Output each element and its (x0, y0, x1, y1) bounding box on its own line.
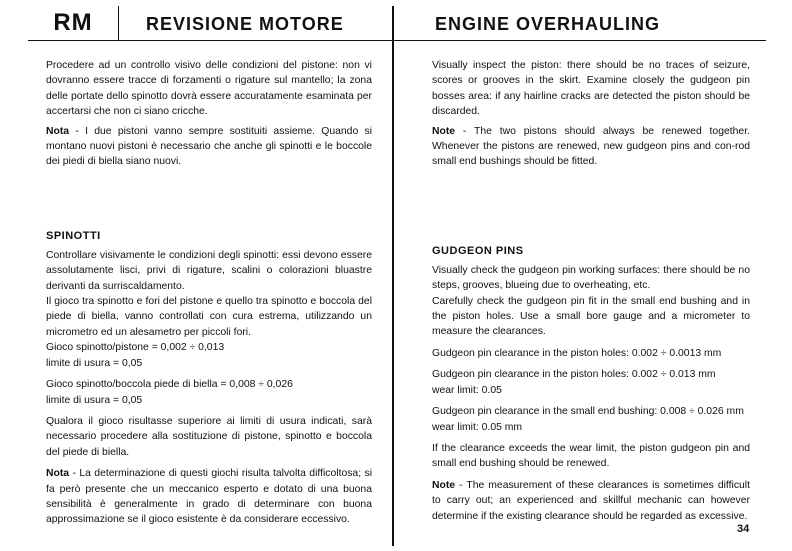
note-label: Note (432, 479, 456, 491)
piston-inspection-text-en: Visually inspect the piston: there should be no traces of seizure, scores or grooves in the skirt. Examine closely the gudgeon pin bosses area: if any hairline cracks are detected the piston should be discarded. (432, 60, 750, 118)
note-label: Nota (46, 468, 70, 480)
clearance-spec-3-en: Gudgeon pin clearance in the small end bushing: 0.008 ÷ 0.026 mm (432, 406, 744, 418)
piston-inspection-text-it: Procedere ad un controllo visivo delle condizioni del pistone: non vi dovranno essere tracce di forzamenti o rigature sul mantello; la zona delle portate dello spinotto dovrà essere accuratamente esaminata per accertarsi che non ci siano cricche. (46, 60, 372, 118)
clearance-spec-2-en: Gudgeon pin clearance in the piston holes: 0.002 ÷ 0.013 mm (432, 369, 716, 381)
wear-limit-1-it: limite di usura = 0,05 (46, 357, 143, 369)
gudgeon-visual-check-en: Visually check the gudgeon pin working surfaces: there should be no steps, grooves, blueing due to overheating, etc. (432, 264, 750, 292)
page-header (28, 6, 766, 41)
wear-limit-3-en: wear limit: 0.05 mm (432, 421, 523, 433)
replacement-instruction-en: If the clearance exceeds the wear limit, the piston gudgeon pin and small end bushing should be renewed. (432, 442, 750, 470)
clearance-spec-1-en: Gudgeon pin clearance in the piston holes: 0.002 ÷ 0.0013 mm (432, 347, 722, 359)
clearance-note-en (432, 478, 750, 524)
note-label: Note (432, 125, 456, 137)
italian-column (46, 58, 372, 532)
clearance-spec-2-it: Gioco spinotto/boccola piede di biella = 0,008 ÷ 0,026 (46, 379, 293, 391)
english-column (432, 58, 750, 528)
replacement-instruction-it: Qualora il gioco risultasse superiore ai limiti di usura indicati, sarà necessario procedere alla sostituzione di pistone, spinotto e boccola del piede di biella. (46, 415, 372, 458)
spinotti-clearance-check-it: Il gioco tra spinotto e fori del pistone e quello tra spinotto e boccola del piede di biella, vanno controllati con cura estrema, utilizzando un micrometro ed un alesametro per piccoli fori. (46, 296, 372, 338)
section-title-english: ENGINE OVERHAULING (435, 14, 661, 34)
note-text: - The measurement of these clearances is sometimes difficult to carry out; an experienced and skillful mechanic can however determine if the existing clearance should be regarded as excessive. (432, 479, 750, 522)
note-text: - La determinazione di questi giochi risulta talvolta difficoltosa; si fa però presente che un meccanico esperto e dotato di una buona sensibilità è generalmente in grado di determinare con buona approssimazione se il gioco esistente è da considerare eccessivo. (46, 468, 372, 526)
page-number: 34 (737, 523, 750, 535)
spinotti-heading: SPINOTTI (46, 229, 101, 242)
note-text: - I due pistoni vanno sempre sostituiti assieme. Quando si montano nuovi pistoni è necessario che anche gli spinotti e le boccole dei piedi di biella siano nuovi. (46, 125, 372, 168)
section-code: RM (28, 6, 119, 40)
wear-limit-2-en: wear limit: 0.05 (432, 384, 502, 396)
gudgeon-pins-heading: GUDGEON PINS (432, 244, 524, 257)
clearance-spec-1-it: Gioco spinotto/pistone = 0,002 ÷ 0,013 (46, 342, 225, 354)
piston-note-it (46, 124, 372, 170)
clearance-note-it (46, 466, 372, 528)
spinotti-visual-check-it: Controllare visivamente le condizioni degli spinotti: essi devono essere assolutamente lisci, privi di rigature, scalini o colorazioni bluastre derivanti da surriscaldamento. (46, 249, 372, 292)
note-label: Nota (46, 125, 70, 137)
note-text: - The two pistons should always be renewed together. Whenever the pistons are renewed, new gudgeon pins and con-rod small end bushings should be fitted. (432, 125, 750, 168)
piston-note-en (432, 124, 750, 170)
section-title-italian: REVISIONE MOTORE (146, 14, 344, 34)
column-divider (392, 6, 394, 546)
wear-limit-2-it: limite di usura = 0,05 (46, 394, 143, 406)
gudgeon-fit-check-en: Carefully check the gudgeon pin fit in the small end bushing and in the piston holes. Use a small bore gauge and a micrometer to measure the clearances. (432, 295, 750, 338)
